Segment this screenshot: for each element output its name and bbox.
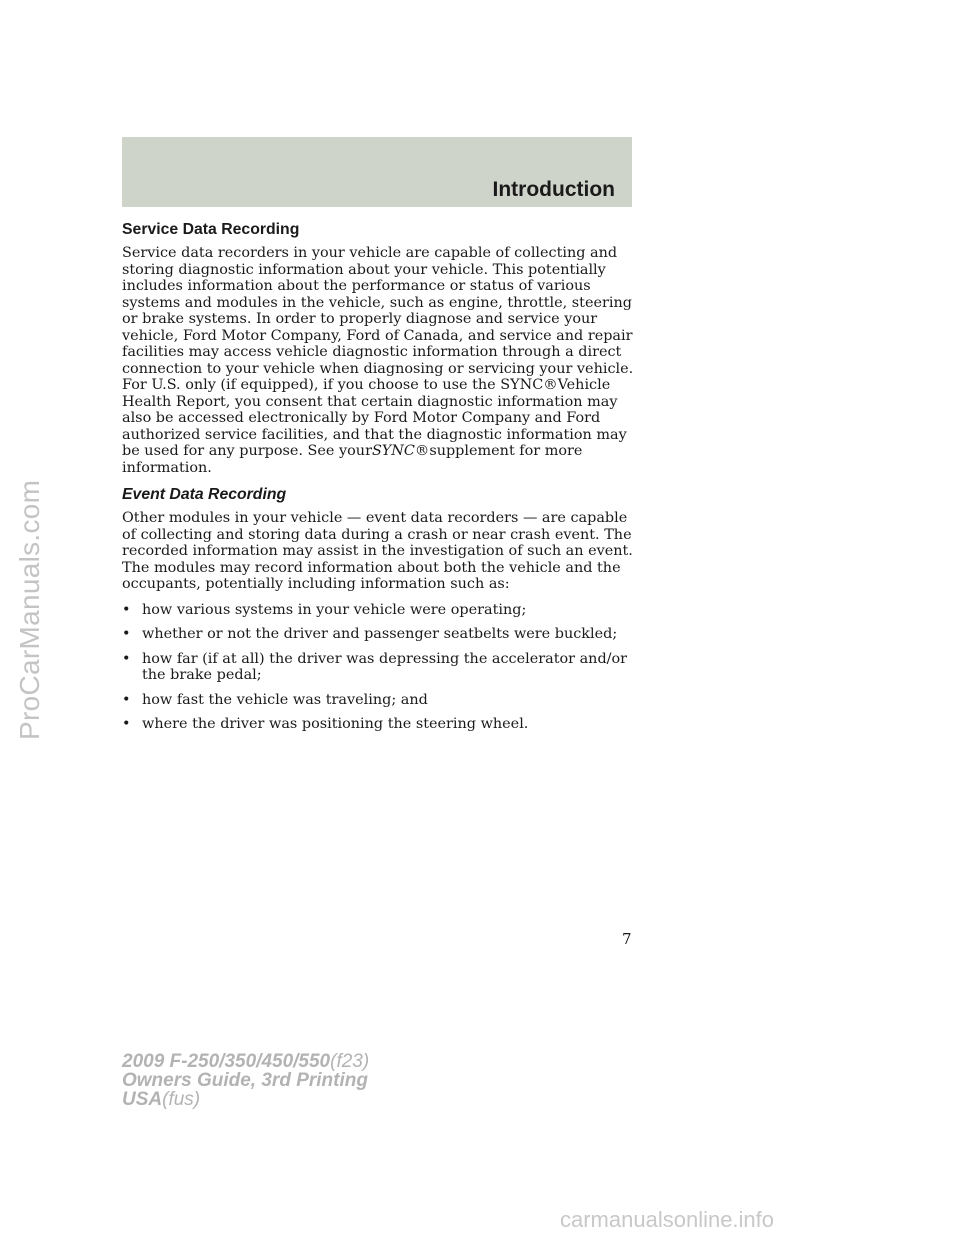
list-item [122, 692, 634, 709]
bullet-icon: • [122, 691, 131, 708]
service-data-body: Service data recorders in your vehicle are capable of collecting and storing diagnostic information about your vehicle. This potentially includes information about the performance or status of various systems and modules in the vehicle, such as engine, throttle, steering or brake systems. In order to properly diagnose and service your vehicle, Ford Motor Company, Ford of Canada, and service and repair facilities may access vehicle diagnostic information through a direct connection to your vehicle when diagnosing or servicing your vehicle. For U.S. only (if equipped), if you choose to use the SYNC®Vehicle Health Report, you consent that certain diagnostic information may also be accessed electronically by Ford Motor Company and Ford authorized service facilities, and that the diagnostic information may be used for any purpose. See your [122, 245, 634, 459]
service-data-body-end: supplement for more information. [122, 443, 583, 476]
section-header-band [122, 137, 632, 207]
list-item-text: whether or not the driver and passenger seatbelts were buckled; [142, 626, 618, 642]
event-data-paragraph: Other modules in your vehicle — event data recorders — are capable of collecting and storing data during a crash or near crash event. The recorded information may assist in the investigation of such an event. The modules may record information about both the vehicle and the occupants, potentially including information such as: [122, 510, 633, 592]
footer-region: USA [122, 1089, 163, 1110]
footer-region-code: (fus) [162, 1089, 201, 1110]
footer-model-code: (f23) [330, 1051, 370, 1072]
list-item-text: how fast the vehicle was traveling; and [142, 691, 428, 708]
list-item-text: how various systems in your vehicle were operating; [142, 601, 527, 618]
list-item [122, 716, 634, 733]
sync-reference: SYNC® [371, 443, 430, 459]
list-item [122, 602, 634, 619]
list-item [122, 626, 634, 643]
list-item-text: where the driver was positioning the steering wheel. [142, 716, 529, 732]
footer-line-guide [122, 1071, 369, 1090]
list-item-text: how far (if at all) the driver was depressing the accelerator and/or the brake pedal; [142, 650, 628, 683]
bullet-icon: • [122, 601, 131, 618]
page-content [122, 220, 634, 741]
footer-line-region [122, 1090, 369, 1109]
section-title: Introduction [492, 178, 615, 201]
footer-guide: Owners Guide, 3rd Printing [122, 1070, 368, 1091]
footer-model: 2009 F-250/350/450/550 [122, 1051, 331, 1072]
page-number: 7 [622, 930, 632, 948]
footer-line-model [122, 1052, 369, 1071]
event-data-list [122, 602, 634, 733]
service-data-heading: Service Data Recording [122, 221, 300, 238]
site-watermark: carmanualsonline.info [560, 1207, 775, 1232]
event-data-heading: Event Data Recording [122, 486, 287, 503]
bullet-icon: • [122, 626, 131, 642]
list-item [122, 651, 634, 684]
service-data-paragraph [122, 245, 634, 476]
bullet-icon: • [122, 716, 131, 732]
document-footer [122, 1052, 369, 1109]
side-watermark-text: ProCarManuals.com [14, 479, 45, 740]
bullet-icon: • [122, 650, 131, 667]
